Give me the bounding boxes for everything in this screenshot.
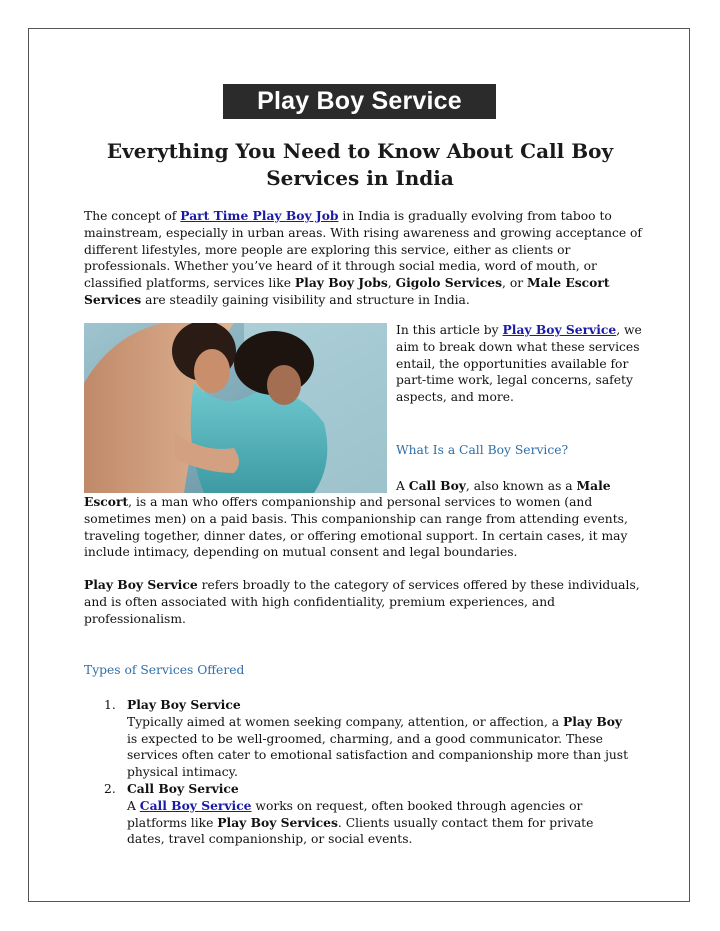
male-bold: Male [576,478,611,493]
text-span: , is a man who offers companionship and personal services to women (and sometimes men) on a paid basis. This companionship can range from attending events, traveling together, dinner dates, or offering emotional support. In certain cases, it may include intimacy, depending on mutual consent and legal boundaries. [84,495,628,560]
escort-bold: Escort [84,494,129,509]
text-span: A [396,479,409,493]
list-item [104,781,634,848]
service-title: Play Boy Service [127,697,241,712]
text-span: . Clients usually contact them for private dates, travel companionship, or social events. [127,815,594,847]
text-span: The concept of [84,209,181,223]
call-boy-service-link[interactable]: Call Boy Service [139,797,252,813]
list-item [104,697,634,781]
service-title: Call Boy Service [127,780,239,796]
text-span: , also known as a [465,479,577,493]
types-of-services-heading: Types of Services Offered [84,663,245,677]
text-span: , or [502,276,528,291]
call-boy-paragraph [84,494,644,561]
part-time-play-boy-job-link[interactable]: Part Time Play Boy Job [180,208,339,223]
text-span: in India is gradually evolving from taboo to mainstream, especially in urban areas. With rising awareness and growing acceptance of different lifestyles, more people are exploring this service, either as clients or professionals. Whether you’ve heard of it through social media, word of mouth, or classified platforms, services like [84,209,642,291]
list-number: 1. [104,698,116,712]
text-span: are steadily gaining visibility and structure in India. [141,292,470,307]
gigolo-services-bold: Gigolo Services [395,275,502,291]
page-title: Everything You Need to Know About Call Boy Services in India [106,139,614,190]
couple-photo [84,323,387,493]
list-number: 2. [104,781,116,796]
text-span: In this article by [396,323,503,337]
play-boy-service-logo: Play Boy Service [223,84,496,119]
services-list [104,697,634,848]
text-span: works on request, often booked through agencies or platforms like [127,798,583,830]
text-span: , we aim to break down what these services entail, the opportunities available for part-time work, legal concerns, safety aspects, and more. [396,323,642,405]
call-boy-heading: What Is a Call Boy Service? [396,443,569,457]
text-span: A [127,798,140,813]
call-boy-paragraph-start [396,478,646,495]
text-span: , [387,276,396,291]
play-boy-service-paragraph [84,577,644,627]
play-boy-bold: Play Boy [563,713,623,729]
couple-photo-illustration [84,323,387,493]
play-boy-services-bold: Play Boy Services [217,814,338,830]
text-span: Typically aimed at women seeking company, attention, or affection, a [127,714,564,729]
article-intro-paragraph [396,322,646,406]
text-span: is expected to be well-groomed, charming, and a good communicator. These services often cater to emotional satisfaction and companionship more than just physical intimacy. [127,731,629,780]
play-boy-jobs-bold: Play Boy Jobs [294,275,388,291]
play-boy-service-bold: Play Boy Service [84,577,198,592]
male-escort-services-bold: Male Escort Services [84,275,610,307]
play-boy-service-link[interactable]: Play Boy Service [502,322,617,337]
intro-paragraph [84,208,644,309]
text-span: refers broadly to the category of services offered by these individuals, and is often associated with high confidentiality, premium experiences, and professionalism. [84,578,640,626]
call-boy-bold: Call Boy [408,478,466,493]
